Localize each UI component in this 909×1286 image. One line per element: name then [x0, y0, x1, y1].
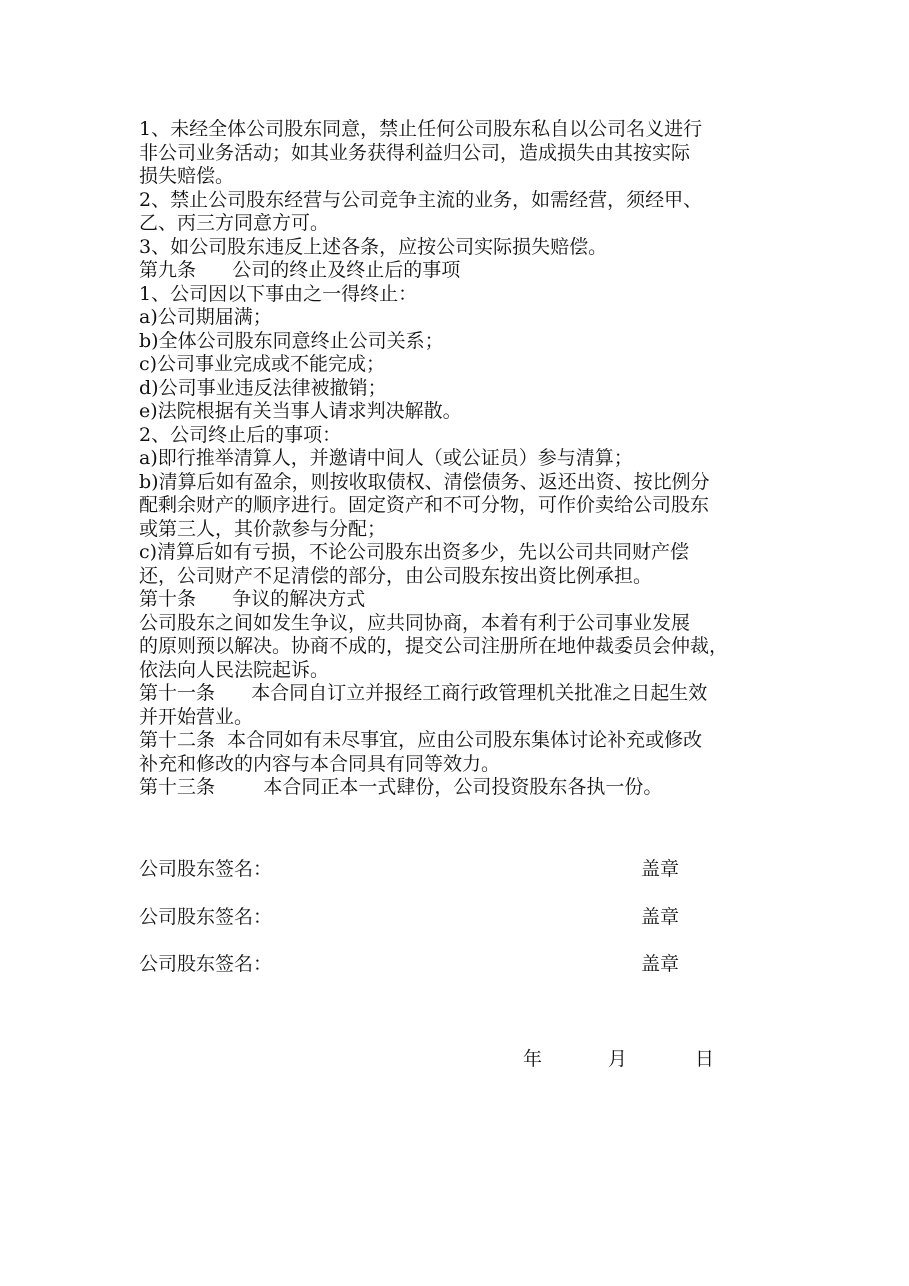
signature-label: 公司股东签名： [139, 905, 273, 928]
list-item: c)清算后如有亏损，不论公司股东出资多少，先以公司共同财产偿 [139, 541, 690, 563]
list-item: e)法院根据有关当事人请求判决解散。 [139, 400, 462, 422]
list-item: b)清算后如有盈余，则按收取债权、清偿债务、返还出资、按比例分 [139, 470, 710, 493]
list-item: a)即行推举清算人，并邀请中间人（或公证员）参与清算； [139, 447, 633, 469]
signature-row [139, 858, 779, 906]
body-line: 公司股东之间如发生争议，应共同协商，本着有利于公司事业发展 [139, 611, 691, 634]
list-item: a)公司期届满； [139, 306, 272, 328]
body-line: 损失赔偿。 [139, 165, 235, 187]
body-line: 还，公司财产不足清偿的部分，由公司股东按出资比例承担。 [139, 564, 653, 587]
contract-body [139, 118, 779, 800]
date-year: 年 [523, 1048, 543, 1070]
seal-label: 盖章 [641, 905, 680, 928]
article-heading: 第九条 公司的终止及终止后的事项 [139, 259, 461, 281]
body-line: 2、公司终止后的事项： [139, 423, 342, 446]
article-heading: 第十三条 本合同正本一式肆份，公司投资股东各执一份。 [139, 776, 663, 798]
article-heading: 第十一条 本合同自订立并报经工商行政管理机关批准之日起生效 [139, 682, 708, 704]
body-line: 2、禁止公司股东经营与公司竞争主流的业务，如需经营，须经甲、 [139, 188, 703, 211]
body-line: 补充和修改的内容与本合同具有同等效力。 [139, 752, 501, 775]
list-item: c)公司事业完成或不能完成； [139, 353, 386, 375]
body-line: 的原则预以解决。协商不成的，提交公司注册所在地仲裁委员会仲裁， [139, 635, 729, 657]
date-day: 日 [695, 1048, 715, 1070]
body-line: 非公司业务活动；如其业务获得利益归公司，造成损失由其按实际 [139, 141, 691, 164]
signature-label: 公司股东签名： [139, 953, 273, 975]
body-line: 3、如公司股东违反上述各条，应按公司实际损失赔偿。 [139, 235, 608, 258]
body-line: 并开始营业。 [139, 705, 254, 728]
list-item: b)全体公司股东同意终止公司关系； [139, 329, 444, 352]
date-month: 月 [608, 1048, 628, 1070]
body-line: 或第三人，其价款参与分配； [139, 517, 387, 540]
article-heading: 第十条 争议的解决方式 [139, 588, 366, 610]
body-line: 配剩余财产的顺序进行。固定资产和不可分物，可作价卖给公司股东 [139, 494, 710, 516]
signature-row [139, 906, 779, 954]
signature-row [139, 953, 779, 1001]
body-line: 依法向人民法院起诉。 [139, 658, 330, 681]
seal-label: 盖章 [641, 858, 680, 880]
list-item: d)公司事业违反法律被撤销； [139, 376, 387, 399]
seal-label: 盖章 [641, 953, 680, 975]
article-heading: 第十二条 本合同如有未尽事宜，应由公司股东集体讨论补充或修改 [139, 729, 703, 751]
body-line: 乙、丙三方同意方可。 [139, 212, 330, 234]
signature-block [139, 858, 779, 1001]
signature-label: 公司股东签名： [139, 858, 273, 880]
body-line: 1、公司因以下事由之一得终止： [139, 282, 418, 305]
body-line: 1、未经全体公司股东同意，禁止任何公司股东私自以公司名义进行 [139, 118, 703, 140]
